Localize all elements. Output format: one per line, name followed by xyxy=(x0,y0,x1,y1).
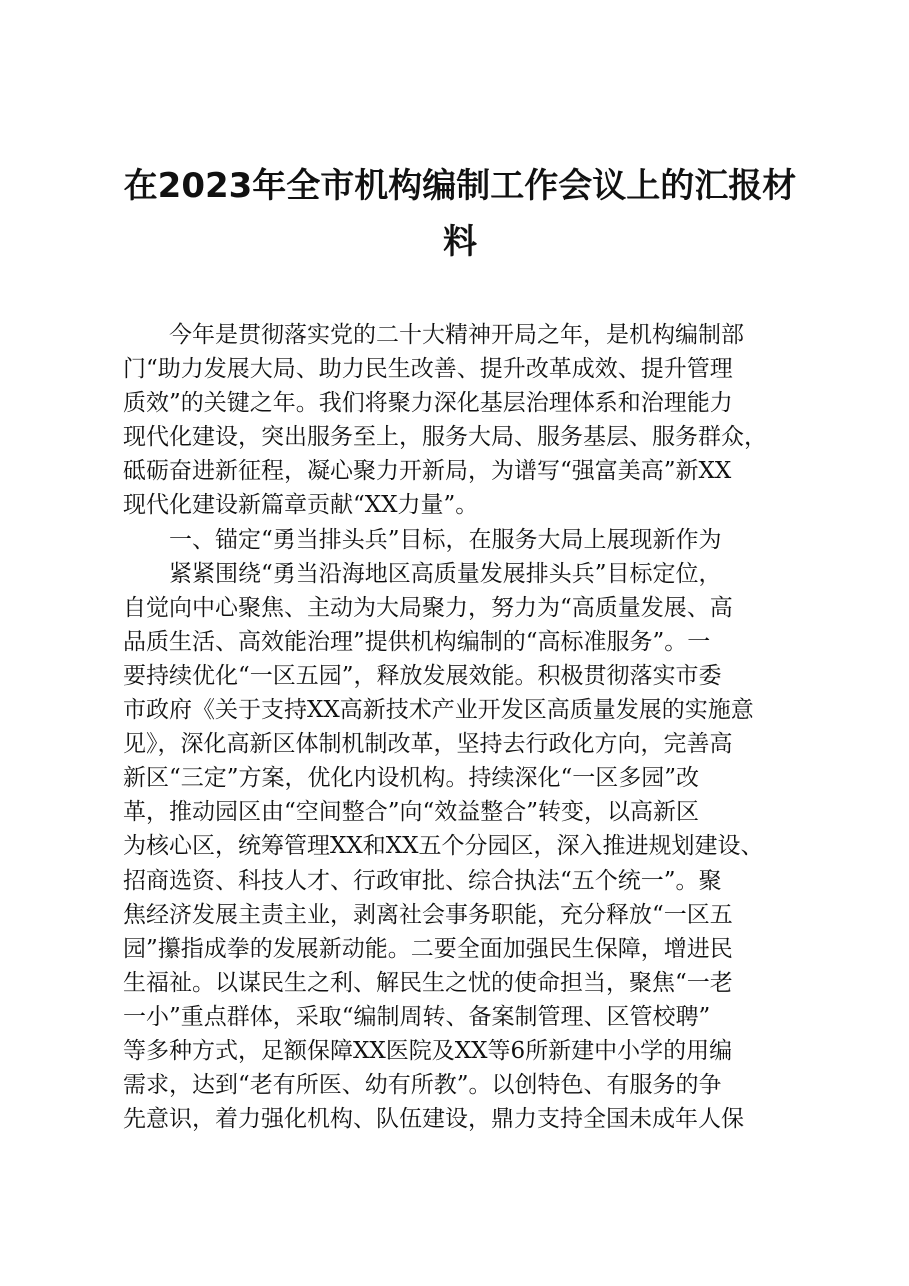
body-line: 品质生活、高效能治理”提供机构编制的“高标准服务”。一 xyxy=(123,628,711,655)
body-line: 现代化建设新篇章贡献“XX力量”。 xyxy=(123,492,479,519)
body-line: 先意识，着力强化机构、队伍建设，鼎力支持全国未成年人保 xyxy=(123,1106,744,1133)
body-line: 市政府《关于支持XX高新技术产业开发区高质量发展的实施意 xyxy=(123,697,754,724)
body-line: 今年是贯彻落实党的二十大精神开局之年，是机构编制部 xyxy=(123,322,744,348)
document-body xyxy=(123,318,835,1136)
document-title xyxy=(110,158,810,270)
body-line: 要持续优化“一区五园”，释放发展效能。积极贯彻落实市委 xyxy=(123,662,722,689)
body-line: 等多种方式，足额保障XX医院及XX等6所新建中小学的用编 xyxy=(123,1037,733,1064)
body-line: 门“助力发展大局、助力民生改善、提升改革成效、提升管理 xyxy=(123,356,733,383)
body-line: 为核心区，统筹管理XX和XX五个分园区，深入推进规划建设、 xyxy=(123,833,764,860)
body-line: 需求，达到“老有所医、幼有所教”。以创特色、有服务的争 xyxy=(123,1072,722,1099)
body-line: 紧紧围绕“勇当沿海地区高质量发展排头兵”目标定位， xyxy=(123,560,722,587)
body-line: 园”攥指成拳的发展新动能。二要全面加强民生保障，增进民 xyxy=(123,935,733,962)
body-line: 砥砺奋进新征程，凝心聚力开新局，为谱写“强富美高”新XX xyxy=(123,458,732,485)
title-line-2: 料 xyxy=(443,222,477,262)
section-heading-1: 一、锚定“勇当排头兵”目标，在服务大局上展现新作为 xyxy=(123,526,722,553)
title-line-1: 在2023年全市机构编制工作会议上的汇报材 xyxy=(123,166,797,206)
body-line: 现代化建设，突出服务至上，服务大局、服务基层、服务群众， xyxy=(123,424,767,451)
body-line: 焦经济发展主责主业，剥离社会事务职能，充分释放“一区五 xyxy=(123,901,733,928)
body-line: 革，推动园区由“空间整合”向“效益整合”转变，以高新区 xyxy=(123,799,700,826)
body-line: 生福祉。以谋民生之利、解民生之忧的使命担当，聚焦“一老 xyxy=(123,969,733,996)
body-line: 质效”的关键之年。我们将聚力深化基层治理体系和治理能力 xyxy=(123,390,733,417)
body-line: 自觉向中心聚焦、主动为大局聚力，努力为“高质量发展、高 xyxy=(123,594,733,621)
body-line: 新区“三定”方案，优化内设机构。持续深化“一区多园”改 xyxy=(123,765,700,792)
body-line: 见》，深化高新区体制机制改革，坚持去行政化方向，完善高 xyxy=(123,731,733,758)
body-line: 一小”重点群体，采取“编制周转、备案制管理、区管校聘” xyxy=(123,1003,711,1030)
body-line: 招商选资、科技人才、行政审批、综合执法“五个统一”。聚 xyxy=(123,867,722,894)
